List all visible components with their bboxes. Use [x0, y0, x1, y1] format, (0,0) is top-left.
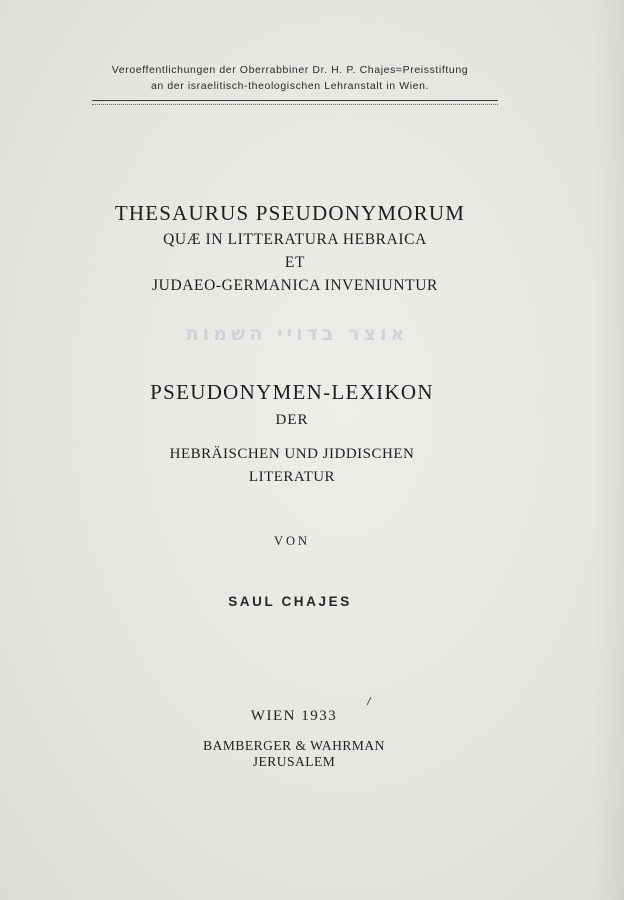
- latin-subtitle-line-2: ET: [284, 254, 306, 271]
- imprint-city: JERUSALEM: [252, 754, 336, 769]
- page-edge-shade: [594, 0, 624, 900]
- series-statement-line-1: Veroeffentlichungen der Oberrabbiner Dr. H. P. Chajes=Preisstiftung: [111, 64, 469, 76]
- german-title: PSEUDONYMEN-LEXIKON: [150, 380, 434, 404]
- hebrew-title-stamp: אוצר בדויי השמות: [185, 323, 409, 345]
- latin-title: THESAURUS PSEUDONYMORUM: [114, 201, 466, 225]
- imprint-place-year: WIEN 1933: [250, 708, 338, 724]
- german-subtitle-line-2: HEBRÄISCHEN UND JIDDISCHEN: [169, 446, 415, 462]
- byline-von: VON: [273, 534, 311, 548]
- pencil-mark: [366, 697, 372, 706]
- latin-subtitle-line-3: JUDAEO-GERMANICA INVENIUNTUR: [152, 277, 438, 294]
- german-subtitle-line-3: LITERATUR: [248, 469, 336, 485]
- header-rule-dotted: [92, 104, 498, 105]
- header-rule: [92, 100, 498, 101]
- imprint-publisher: BAMBERGER & WAHRMAN: [203, 738, 385, 753]
- series-statement-line-2: an der israelitisch-theologischen Lehranstalt in Wien.: [150, 80, 430, 92]
- latin-subtitle-line-1: QUÆ IN LITTERATURA HEBRAICA: [163, 231, 427, 248]
- author-name: SAUL CHAJES: [228, 594, 352, 609]
- german-subtitle-der: DER: [275, 412, 309, 428]
